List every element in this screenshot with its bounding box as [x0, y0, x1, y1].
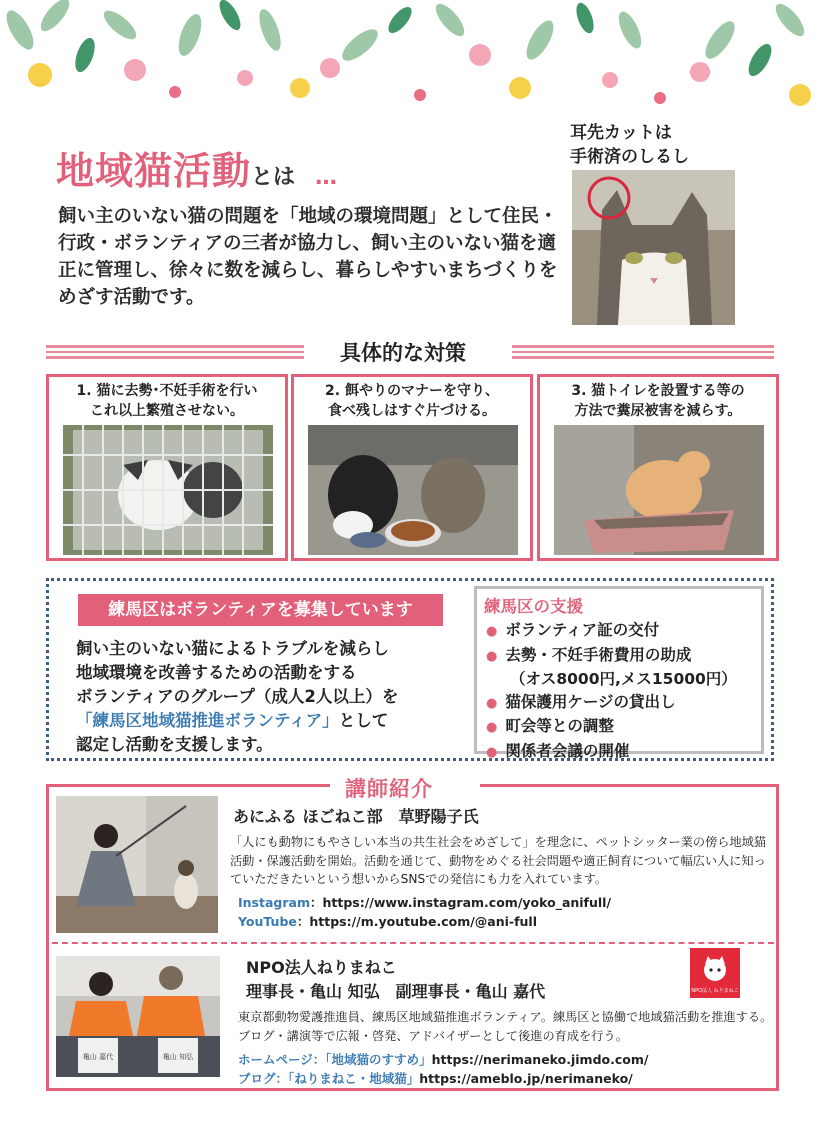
measure-text-1	[49, 381, 285, 421]
blog-label: ブログ：「ねりまねこ・地域猫」	[238, 1071, 420, 1086]
lecturer-1-instagram	[238, 893, 611, 911]
floral-header-decoration	[0, 0, 816, 125]
lecturer-2-org: NPO法人ねりまねこ	[246, 958, 397, 977]
measures-heading	[0, 337, 816, 367]
support-item	[486, 740, 737, 765]
instagram-label: Instagram	[238, 895, 310, 910]
cat-toilet-photo	[554, 425, 764, 555]
lecturer-1-photo	[56, 796, 218, 933]
title-main: 地域猫活動	[56, 149, 252, 193]
support-item-text: ボランティア証の交付	[505, 621, 660, 639]
title-dots: …	[315, 165, 341, 190]
measure-3-line2: 方法で糞尿被害を減らす。	[574, 403, 742, 419]
ear-cut-cat-photo	[572, 170, 735, 325]
support-list	[486, 619, 737, 764]
heading-rule-right	[512, 345, 774, 359]
lecturer-1-youtube	[238, 912, 537, 930]
volunteer-line2: 地域環境を改善するための活動をする	[76, 663, 357, 682]
volunteer-program-name: 「練馬区地域猫推進ボランティア」	[76, 711, 339, 730]
youtube-label: YouTube	[238, 914, 297, 929]
homepage-label: ホームページ：「地域猫のすすめ」	[238, 1052, 432, 1067]
lecturer-divider	[52, 942, 774, 944]
support-heading: 練馬区の支援	[484, 597, 583, 616]
support-item-text: 去勢・不妊手術費用の助成	[505, 645, 692, 664]
bullet-icon: ●	[486, 695, 498, 711]
support-item-continuation: （オス8000円,メス15000円）	[510, 670, 737, 688]
volunteer-line3: ボランティアのグループ（成人2人以上）を	[76, 687, 399, 706]
logo-text: NPO法人 ねりまねこ	[691, 988, 739, 994]
measure-card-1	[46, 374, 288, 561]
support-item	[486, 644, 737, 669]
nerima-support-box	[474, 586, 764, 760]
measure-text-2	[294, 381, 530, 421]
measure-2-line1: 2. 餌やりのマナーを守り、	[325, 383, 499, 399]
bullet-icon: ●	[486, 624, 498, 639]
blog-link[interactable]: https://ameblo.jp/nerimaneko/	[419, 1071, 633, 1086]
measure-text-3	[540, 381, 776, 421]
bullet-icon: ●	[486, 648, 498, 664]
support-item-text: 町会等との調整	[505, 717, 614, 735]
ear-cut-caption-line2: 手術済のしるし	[570, 147, 689, 167]
support-item	[486, 715, 737, 740]
lecturer-1-description: 「人にも動物にもやさしい本当の共生社会をめざして」を理念に、ペットシッター業の傍ら地域猫活動・保護活動を開始。活動を通じて、動物をめぐる社会問題や適正飼育について幅広い人に知っていただきたいという想いからSNSでの発信にも力を入れています。	[230, 835, 767, 886]
title-sub: とは	[251, 165, 296, 190]
youtube-link[interactable]: ：https://m.youtube.com/@ani-full	[296, 914, 537, 929]
volunteer-line5: 認定し活動を支援します。	[76, 735, 273, 754]
nerimaneko-logo	[690, 948, 740, 998]
lecturer-2-homepage	[238, 1050, 648, 1068]
measure-3-line1: 3. 猫トイレを設置する等の	[571, 383, 745, 399]
lecturer-2-photo	[56, 956, 220, 1077]
measure-card-2	[291, 374, 533, 561]
heading-rule-left	[46, 345, 304, 359]
measure-2-line2: 食べ残しはすぐ片づける。	[328, 403, 496, 419]
measures-heading-label: 具体的な対策	[340, 341, 466, 365]
cats-eating-photo	[308, 425, 518, 555]
volunteer-description	[76, 637, 471, 757]
support-item-text: 関係者会議の開催	[505, 741, 630, 760]
ear-cut-caption-line1: 耳先カットは	[570, 123, 672, 143]
support-item	[486, 691, 737, 716]
lecturer-2-names	[246, 956, 545, 1004]
lecturer-2-description: 東京都動物愛護推進員、練馬区地域猫推進ボランティア。練馬区と協働で地域猫活動を推進する。ブログ・講演等で広報・啓発、アドバイザーとして後進の育成を行う。	[238, 1010, 773, 1043]
support-item-text: 猫保護用ケージの貸出し	[505, 692, 676, 711]
volunteer-line4-rest: として	[338, 711, 389, 730]
lecturers-heading: 講師紹介	[345, 777, 433, 801]
page-title	[56, 140, 340, 195]
intro-text: 飼い主のいない猫の問題を「地域の環境問題」として住民・行政・ボランティアの三者が協力し、飼い主のいない猫を適正に管理し、徐々に数を減らし、暮らしやすいまちづくりをめざす活動です。	[58, 206, 558, 308]
name-tag-2: 亀山 知弘	[162, 1053, 194, 1061]
measure-card-3	[537, 374, 779, 561]
homepage-link[interactable]: https://nerimaneko.jimdo.com/	[431, 1052, 649, 1067]
support-item	[486, 619, 737, 644]
name-tag-1: 亀山 嘉代	[82, 1053, 114, 1061]
measure-1-line2: これ以上繁殖させない。	[90, 403, 244, 419]
ear-cut-caption	[570, 121, 689, 169]
lecturer-2-blog	[238, 1069, 633, 1087]
lecturer-1-name: あにふる ほごねこ部 草野陽子氏	[233, 807, 479, 826]
measure-1-line1: 1. 猫に去勢･不妊手術を行い	[76, 383, 258, 399]
instagram-link[interactable]: ：https://www.instagram.com/yoko_anifull/	[309, 895, 612, 910]
volunteer-line1: 飼い主のいない猫によるトラブルを減らし	[76, 639, 389, 658]
lecturer-2-people: 理事長・亀山 知弘 副理事長・亀山 嘉代	[246, 982, 546, 1001]
bullet-icon: ●	[486, 744, 498, 760]
bullet-icon: ●	[486, 720, 498, 735]
trap-cage-cat-photo	[63, 425, 273, 555]
volunteer-banner: 練馬区はボランティアを募集しています	[78, 594, 443, 626]
